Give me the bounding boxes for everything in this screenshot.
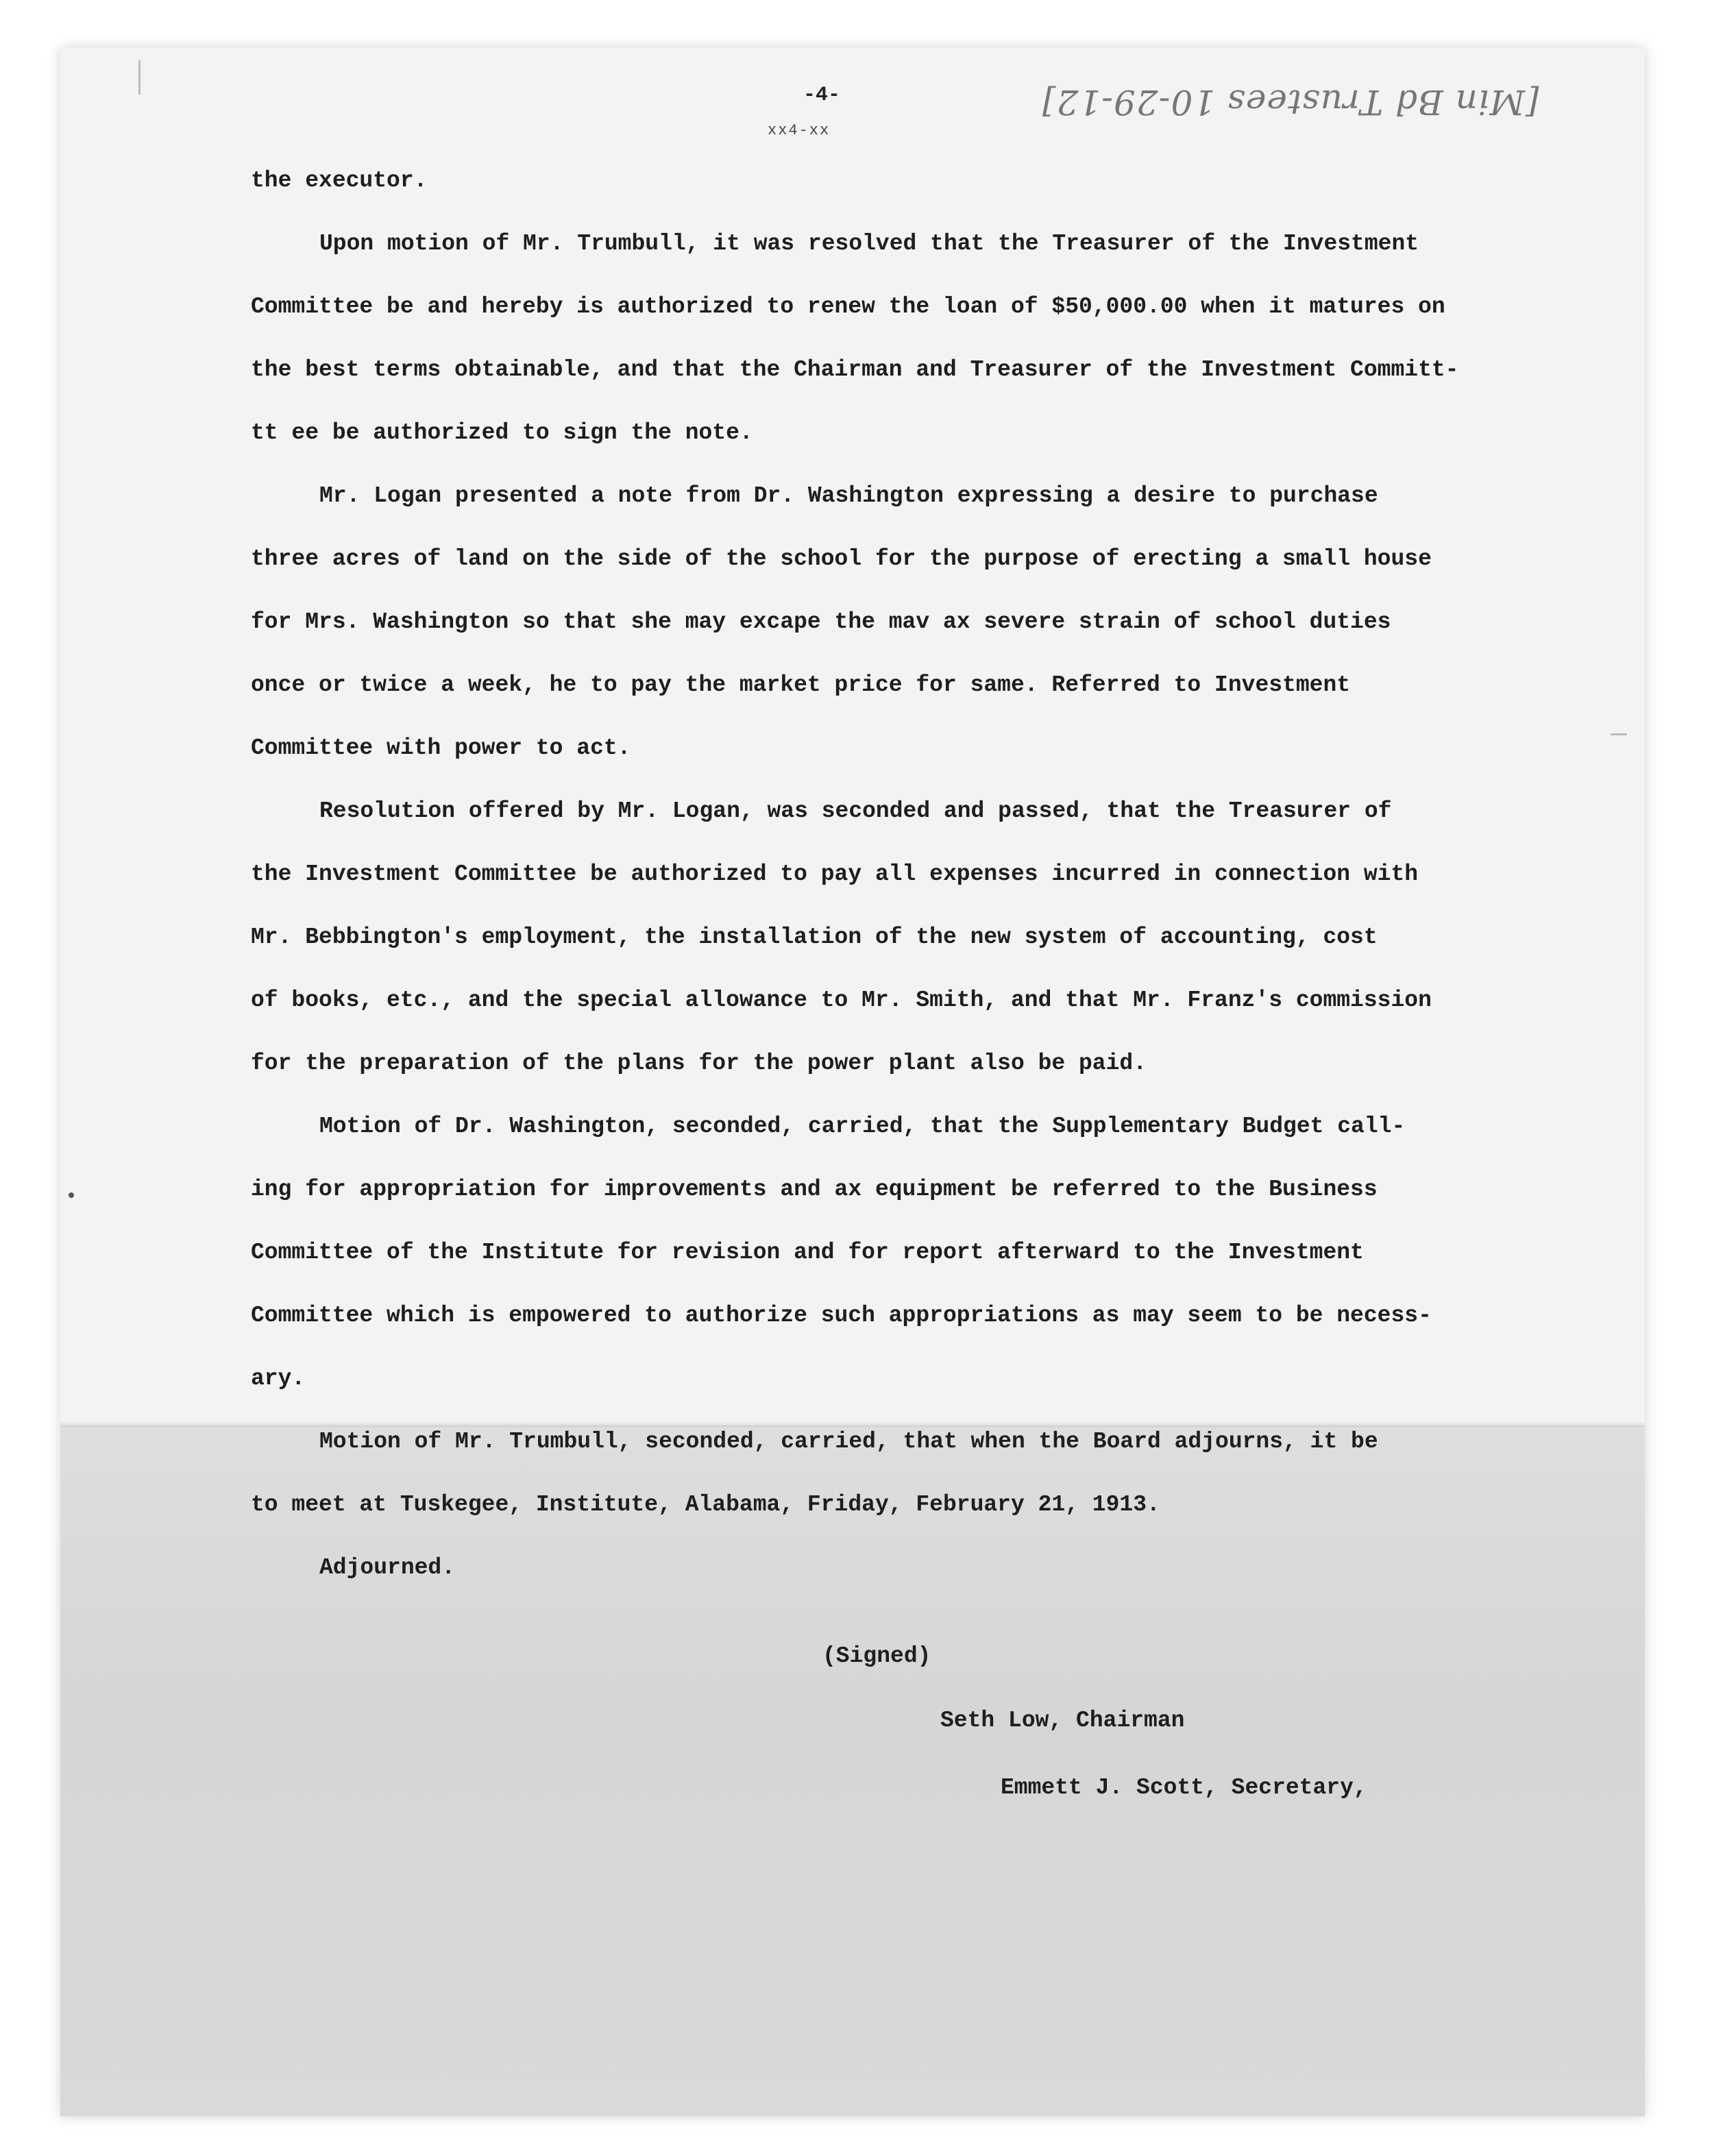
text-line: of books, etc., and the special allowance to Mr. Smith, and that Mr. Franz's commission — [251, 988, 1432, 1013]
text-line: the best terms obtainable, and that the Chairman and Treasurer of the Investment Committ- — [251, 357, 1459, 382]
text-line: Adjourned. — [319, 1555, 456, 1580]
text-line: Mr. Logan presented a note from Dr. Washington expressing a desire to purchase — [319, 483, 1378, 509]
page-number-strikeout: xx4-xx — [768, 122, 831, 139]
text-line: three acres of land on the side of the school for the purpose of erecting a small house — [251, 546, 1432, 572]
text-line: Committee with power to act. — [251, 735, 631, 761]
handwritten-annotation: [Min Bd Trustees 10-29-12] — [1042, 82, 1539, 122]
text-line: Committee be and hereby is authorized to renew the loan of $50,000.00 when it matures on — [251, 294, 1445, 319]
text-line: Resolution offered by Mr. Logan, was seconded and passed, that the Treasurer of — [319, 798, 1392, 824]
text-line: for the preparation of the plans for the power plant also be paid. — [251, 1051, 1147, 1076]
text-line: Committee of the Institute for revision and for report afterward to the Investment — [251, 1240, 1364, 1265]
text-line: the executor. — [251, 168, 428, 193]
chairman-signature: Seth Low, Chairman — [940, 1708, 1185, 1733]
secretary-signature: Emmett J. Scott, Secretary, — [1001, 1775, 1367, 1800]
text-line: Motion of Mr. Trumbull, seconded, carried, that when the Board adjourns, it be — [319, 1429, 1378, 1454]
page-number: -4- — [803, 84, 841, 107]
text-line: Committee which is empowered to authorize such appropriations as may seem to be necess- — [251, 1303, 1432, 1328]
edge-mark — [138, 60, 140, 95]
text-line: ing for appropriation for improvements and ax equipment be referred to the Business — [251, 1177, 1378, 1202]
text-line: Motion of Dr. Washington, seconded, carried, that the Supplementary Budget call- — [319, 1114, 1406, 1139]
text-line: Upon motion of Mr. Trumbull, it was resolved that the Treasurer of the Investment — [319, 231, 1419, 256]
text-line: to meet at Tuskegee, Institute, Alabama, Friday, February 21, 1913. — [251, 1492, 1160, 1517]
text-line: Mr. Bebbington's employment, the installation of the new system of accounting, cost — [251, 924, 1378, 950]
text-line: the Investment Committee be authorized to pay all expenses incurred in connection with — [251, 861, 1419, 887]
text-line: tt ee be authorized to sign the note. — [251, 420, 753, 445]
edge-mark — [69, 1192, 74, 1198]
text-line: for Mrs. Washington so that she may excape the mav ax severe strain of school duties — [251, 609, 1391, 635]
minutes-body — [251, 149, 1553, 1600]
text-line: once or twice a week, he to pay the market price for same. Referred to Investment — [251, 672, 1351, 698]
edge-mark — [1611, 733, 1627, 735]
text-line: ary. — [251, 1366, 306, 1391]
signed-label: (Signed) — [822, 1643, 931, 1669]
